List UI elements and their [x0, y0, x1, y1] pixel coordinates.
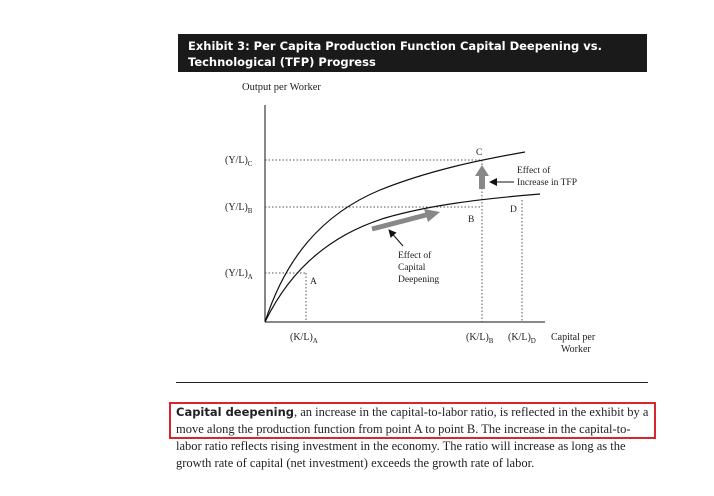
x-axis-title-line-2: Worker: [561, 344, 591, 355]
y-label-a: $(Y/L)_A$: [225, 268, 253, 281]
y-label-b: $(Y/L)_B$: [225, 202, 253, 215]
highlight-annotation: [169, 402, 656, 439]
deepening-annotation-line-1: Effect of: [398, 251, 432, 261]
exhibit-title-line-2: Technological (TFP) Progress: [188, 55, 376, 69]
x-label-d: $(K/L)_D$: [508, 332, 536, 345]
x-axis-title-line-1: Capital per: [551, 332, 596, 343]
point-c: C: [476, 148, 483, 158]
deepening-annotation-line-2: Capital: [398, 263, 426, 273]
exhibit-title-line-1: Exhibit 3: Per Capita Production Function Capital Deepening vs.: [188, 39, 603, 53]
section-divider: [176, 382, 648, 383]
deepening-annotation-line-3: Deepening: [398, 275, 440, 285]
key-term: Capital deepening: [176, 405, 294, 419]
tfp-annotation-line-2: Increase in TFP: [517, 178, 577, 188]
point-a: A: [310, 277, 317, 287]
tfp-annotation-line-1: Effect of: [517, 166, 551, 176]
deepening-pointer: [389, 230, 403, 246]
point-b: B: [468, 215, 475, 225]
x-label-a: $(K/L)_A$: [290, 332, 318, 345]
body-text: , an increase in the capital-to-labor ratio, is reflected in the exhibit by a move along the production function from point A to point B. The increase in the capital-to-labor ratio reflects rising investment in the economy. The ratio will increase as long as the growth rate of capital (net investment) exceeds the growth rate of labor.: [176, 405, 649, 470]
y-axis-title: Output per Worker: [242, 82, 321, 93]
point-d: D: [510, 205, 517, 215]
tfp-arrow: [475, 165, 489, 189]
x-label-b: $(K/L)_B$: [466, 332, 494, 345]
y-label-c: $(Y/L)_C$: [225, 155, 253, 168]
